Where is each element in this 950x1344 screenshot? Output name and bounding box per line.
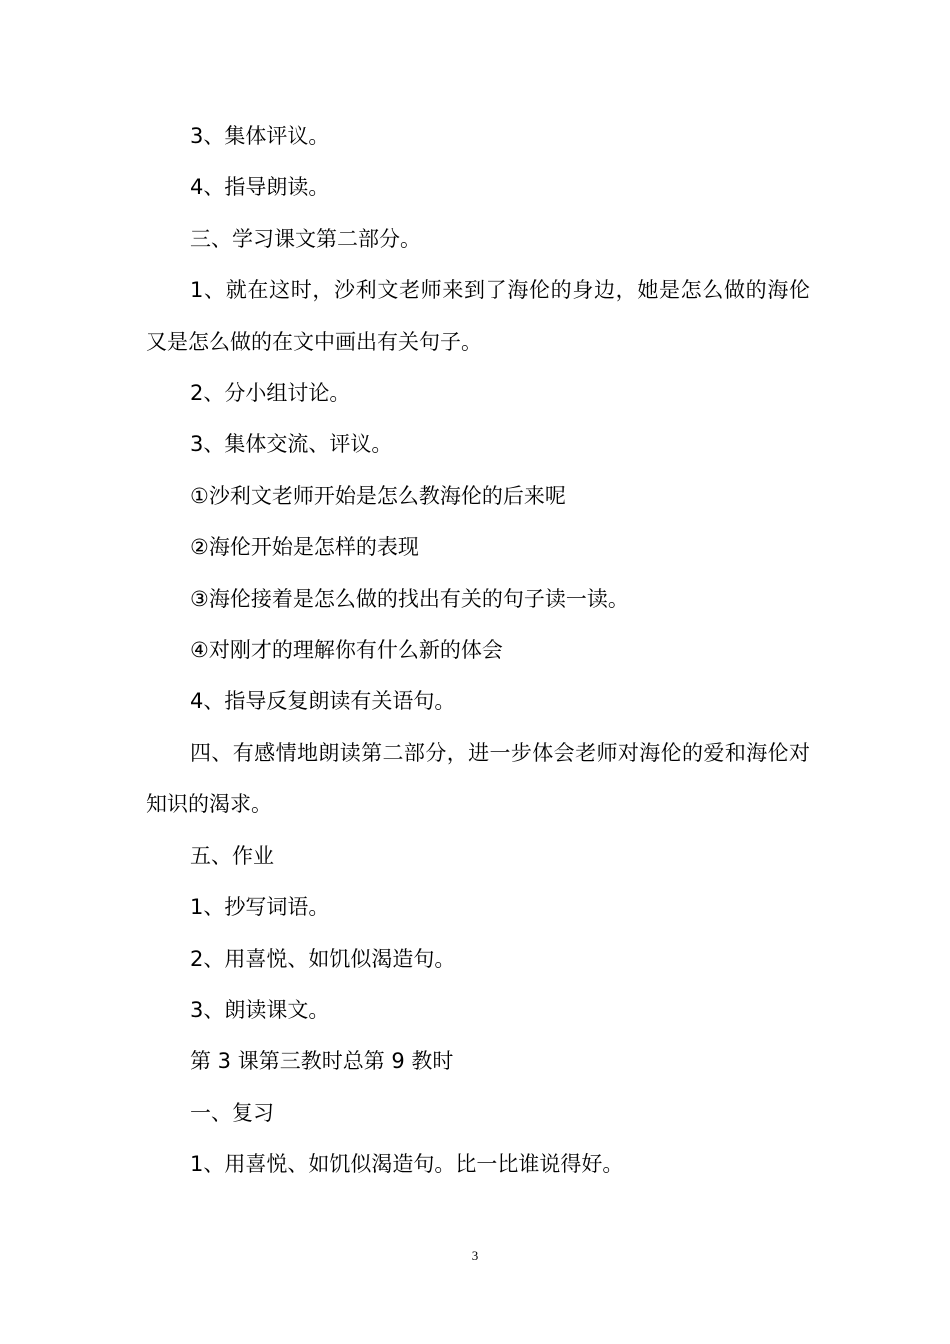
- section-heading-part-two: 三、学习课文第二部分。: [190, 226, 421, 251]
- paragraph-group-review: 3、集体评议。: [190, 124, 330, 148]
- review-item-1: 1、用喜悦、如饥似渴造句。比一比谁说得好。: [190, 1152, 624, 1177]
- paragraph-sullivan-question: 1、就在这时，沙利文老师来到了海伦的身边，她是怎么做的海伦又是怎么做的在文中画出有关句子。: [146, 278, 810, 354]
- paragraph-repeat-reading: 4、指导反复朗读有关语句。: [190, 689, 456, 714]
- paragraph-guided-reading: 4、指导朗读。: [190, 175, 330, 200]
- page-number: 3: [471, 1248, 479, 1263]
- list-item-question-2: ②海伦开始是怎样的表现: [190, 535, 419, 560]
- paragraph-group-exchange: 3、集体交流、评议。: [190, 432, 393, 457]
- section-heading-homework: 五、作业: [190, 843, 274, 868]
- homework-item-1: 1、抄写词语。: [190, 895, 330, 920]
- list-item-question-3: ③海伦接着是怎么做的找出有关的句子读一读。: [190, 586, 629, 611]
- paragraph-group-discussion: 2、分小组讨论。: [190, 381, 351, 406]
- section-heading-part-four: 四、有感情地朗读第二部分，进一步体会老师对海伦的爱和海伦对知识的渴求。: [146, 740, 810, 817]
- section-heading-review: 一、复习: [190, 1100, 274, 1125]
- homework-item-3: 3、朗读课文。: [190, 997, 330, 1022]
- list-item-question-4: ④对刚才的理解你有什么新的体会: [190, 638, 503, 663]
- lesson-heading: 第 3 课第三教时总第 9 教时: [190, 1049, 454, 1074]
- list-item-question-1: ①沙利文老师开始是怎么教海伦的后来呢: [190, 483, 566, 508]
- document-body: [146, 111, 810, 1191]
- homework-item-2: 2、用喜悦、如饥似渴造句。: [190, 946, 456, 971]
